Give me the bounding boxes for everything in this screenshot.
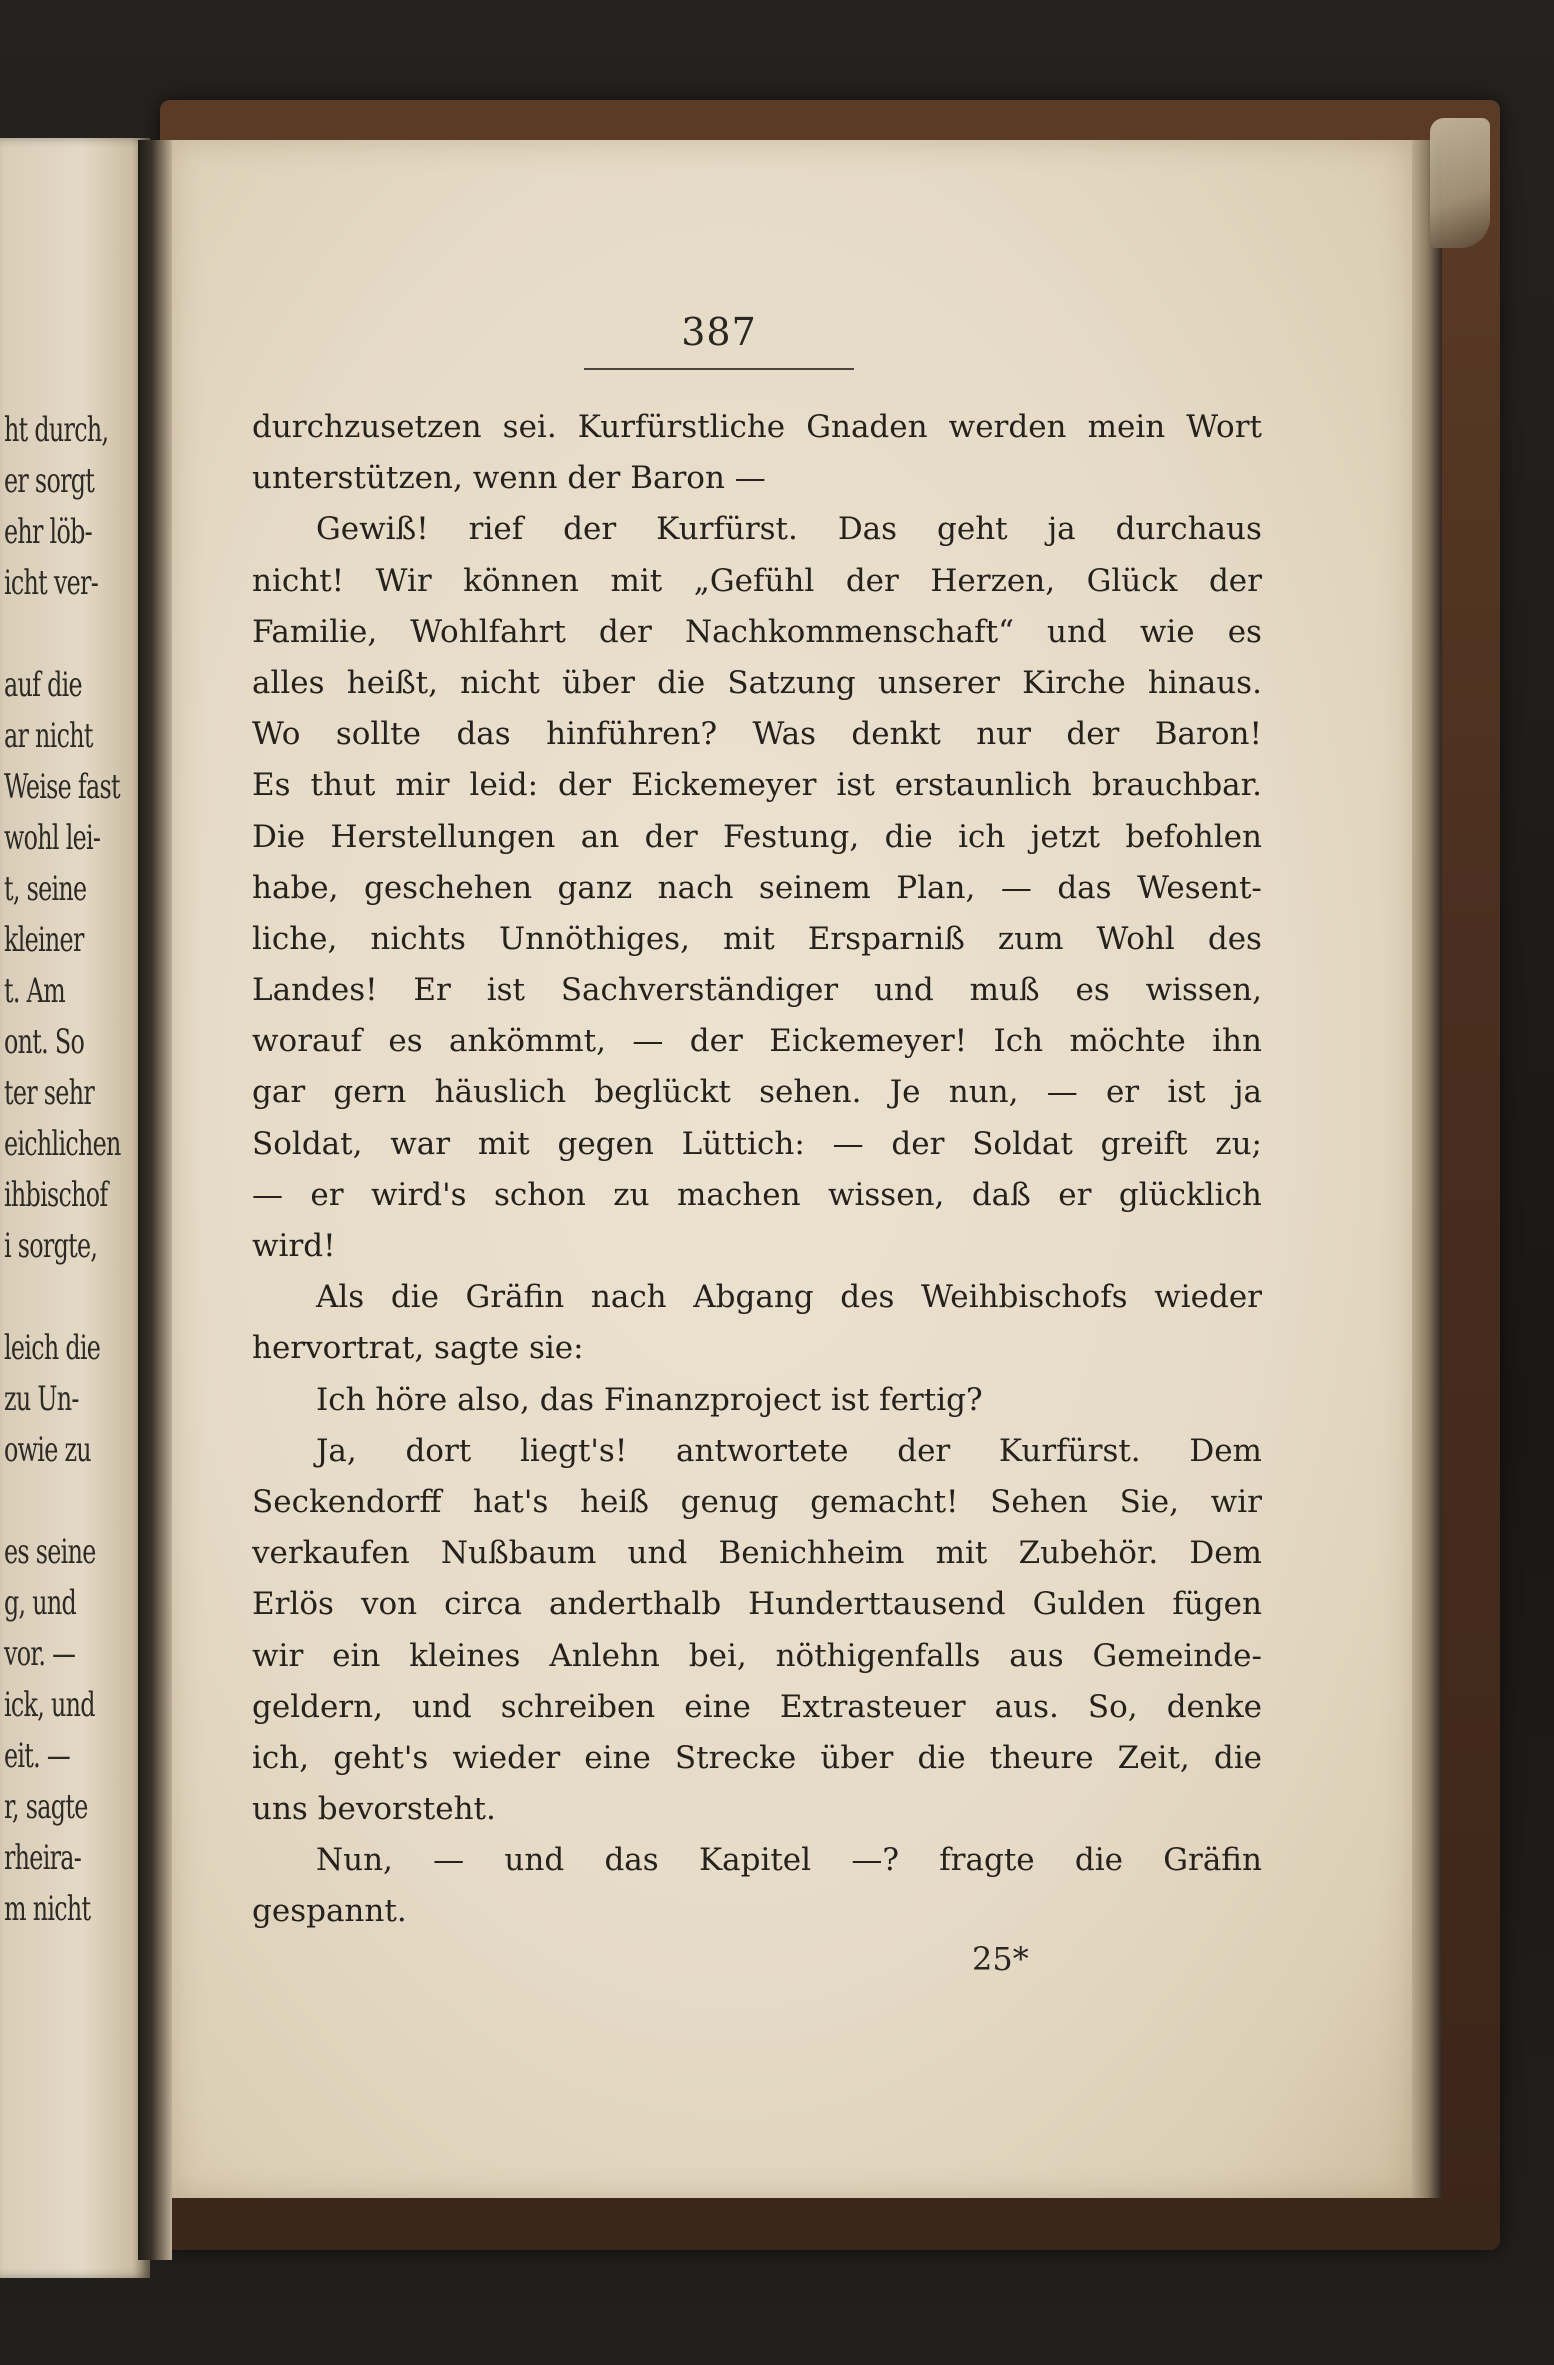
text-line bbox=[252, 1024, 1262, 1058]
word: Glück bbox=[1086, 563, 1178, 598]
word: ich, bbox=[252, 1740, 310, 1775]
word: die bbox=[657, 665, 706, 700]
word: Gnaden bbox=[806, 410, 928, 444]
word: wieder bbox=[452, 1740, 561, 1775]
word: mein bbox=[1087, 410, 1166, 444]
word: Wohlfahrt bbox=[410, 614, 566, 649]
word: theure bbox=[989, 1740, 1094, 1775]
word: Baron! bbox=[1154, 717, 1262, 752]
word: unserer bbox=[877, 665, 1000, 700]
word: ein bbox=[332, 1638, 381, 1673]
torn-corner bbox=[1430, 118, 1490, 248]
word: Das bbox=[837, 512, 898, 547]
left-page-line: ont. So bbox=[4, 1022, 85, 1062]
left-page-line: rheira- bbox=[4, 1838, 82, 1878]
word: gar bbox=[252, 1075, 306, 1110]
word: mir bbox=[395, 768, 450, 803]
word: nicht bbox=[460, 665, 540, 700]
word: ihn bbox=[1212, 1024, 1262, 1059]
word: der bbox=[897, 1433, 951, 1468]
text-line bbox=[252, 717, 1262, 751]
word: geschehen bbox=[363, 870, 533, 905]
word: seinem bbox=[758, 870, 871, 905]
word: häuslich bbox=[434, 1075, 567, 1110]
left-page-line: ar nicht bbox=[4, 716, 93, 756]
body-text bbox=[252, 410, 1262, 1946]
word: Nachkommenschaft“ bbox=[684, 614, 1014, 649]
left-page-line: t, seine bbox=[4, 869, 87, 909]
word: wird's bbox=[371, 1177, 467, 1212]
text-line: gespannt. bbox=[252, 1894, 407, 1929]
word: Hunderttausend bbox=[748, 1587, 1006, 1622]
word: schon bbox=[493, 1177, 586, 1212]
word: der bbox=[1066, 717, 1120, 752]
word: der bbox=[563, 512, 617, 547]
word: — bbox=[433, 1843, 465, 1878]
word: ich bbox=[958, 819, 1006, 854]
text-line: wird! bbox=[252, 1229, 336, 1263]
word: Festung, bbox=[723, 819, 860, 854]
word: das bbox=[1057, 870, 1112, 905]
word: schreiben bbox=[500, 1689, 656, 1724]
word: zu; bbox=[1215, 1126, 1262, 1161]
word: und bbox=[1046, 614, 1107, 649]
word: denke bbox=[1166, 1689, 1262, 1724]
left-page-line: eichlichen bbox=[4, 1124, 121, 1164]
word: nach bbox=[657, 870, 734, 905]
word: liche, bbox=[252, 921, 338, 956]
word: der bbox=[891, 1126, 945, 1161]
word: wir bbox=[1210, 1484, 1262, 1519]
word: Wort bbox=[1186, 410, 1262, 444]
word: zum bbox=[997, 921, 1064, 956]
word: ankömmt, bbox=[449, 1024, 606, 1059]
word: — bbox=[632, 1024, 664, 1059]
book-page bbox=[172, 140, 1412, 2198]
word: der bbox=[598, 614, 652, 649]
word: Kurfürst. bbox=[998, 1433, 1141, 1468]
word: —? bbox=[851, 1843, 899, 1878]
word: geht's bbox=[333, 1740, 429, 1775]
word: Eickemeyer bbox=[631, 768, 817, 803]
word: ist bbox=[836, 768, 875, 803]
word: gegen bbox=[557, 1126, 654, 1161]
text-line bbox=[252, 1690, 1262, 1724]
word: Strecke bbox=[674, 1740, 797, 1775]
left-page-line: vor. — bbox=[4, 1634, 76, 1674]
left-page-line: ick, und bbox=[4, 1685, 95, 1725]
word: nach bbox=[590, 1280, 667, 1315]
word: befohlen bbox=[1125, 819, 1262, 854]
text-line bbox=[252, 922, 1262, 956]
word: mit bbox=[935, 1536, 988, 1571]
word: über bbox=[820, 1740, 894, 1775]
word: Als bbox=[316, 1280, 365, 1315]
word: leid: bbox=[469, 768, 539, 803]
word: geht bbox=[937, 512, 1008, 547]
word: war bbox=[390, 1126, 451, 1161]
word: — bbox=[1000, 870, 1032, 905]
word: die bbox=[884, 819, 933, 854]
word: Soldat, bbox=[252, 1126, 363, 1161]
word: es bbox=[388, 1024, 423, 1059]
word: Er bbox=[413, 973, 451, 1008]
word: wie bbox=[1139, 614, 1195, 649]
text-line bbox=[252, 1075, 1262, 1109]
text-line bbox=[252, 820, 1262, 854]
word: werden bbox=[948, 410, 1067, 444]
word: er bbox=[310, 1177, 344, 1212]
word: Zubehör. bbox=[1018, 1536, 1159, 1571]
word: Satzung bbox=[727, 665, 856, 700]
text-line bbox=[252, 564, 1262, 598]
word: Herstellungen bbox=[330, 819, 556, 854]
word: geldern, bbox=[252, 1689, 383, 1724]
word: nicht! bbox=[252, 563, 345, 598]
word: Gemeinde- bbox=[1092, 1638, 1262, 1673]
left-page-line: r, sagte bbox=[4, 1787, 88, 1827]
word: machen bbox=[677, 1177, 801, 1212]
word: Wo bbox=[252, 717, 301, 752]
word: Kapitel bbox=[698, 1843, 812, 1878]
word: sei. bbox=[502, 410, 557, 444]
text-line bbox=[252, 768, 1262, 802]
word: hinführen? bbox=[546, 717, 718, 752]
left-page-line: er sorgt bbox=[4, 461, 95, 501]
word: fügen bbox=[1172, 1587, 1262, 1622]
word: eine bbox=[684, 1689, 751, 1724]
word: Kirche bbox=[1022, 665, 1126, 700]
text-line bbox=[252, 615, 1262, 649]
word: worauf bbox=[252, 1024, 362, 1059]
left-page-line: i sorgte, bbox=[4, 1226, 98, 1266]
word: über bbox=[561, 665, 635, 700]
word: Erlös bbox=[252, 1587, 334, 1622]
word: nöthigenfalls bbox=[775, 1638, 981, 1673]
word: Was bbox=[752, 717, 817, 752]
word: und bbox=[504, 1843, 565, 1878]
word: ganz bbox=[557, 870, 633, 905]
word: antwortete bbox=[676, 1433, 849, 1468]
word: Nun, bbox=[316, 1843, 393, 1878]
word: es bbox=[1227, 614, 1262, 649]
word: nur bbox=[976, 717, 1031, 752]
word: eine bbox=[584, 1740, 651, 1775]
word: mit bbox=[477, 1126, 530, 1161]
word: möchte bbox=[1069, 1024, 1186, 1059]
page-header bbox=[584, 310, 854, 354]
word: thut bbox=[310, 768, 376, 803]
text-line bbox=[252, 973, 1262, 1007]
word: hat's bbox=[473, 1484, 549, 1519]
word: heißt, bbox=[346, 665, 438, 700]
word: nichts bbox=[370, 921, 466, 956]
word: Die bbox=[252, 819, 306, 854]
word: anderthalb bbox=[549, 1587, 722, 1622]
word: wissen, bbox=[1145, 973, 1262, 1008]
word: Gräfin bbox=[1163, 1843, 1262, 1878]
word: wir bbox=[252, 1638, 304, 1673]
text-line bbox=[252, 1639, 1262, 1673]
book-gutter bbox=[138, 140, 172, 2260]
word: mit bbox=[722, 921, 775, 956]
word: er bbox=[1058, 1177, 1092, 1212]
left-page-line: ehr löb- bbox=[4, 512, 92, 552]
word: Kurfürstliche bbox=[577, 410, 786, 444]
word: können bbox=[463, 563, 579, 598]
left-page-line: g, und bbox=[4, 1583, 77, 1623]
word: gern bbox=[333, 1075, 407, 1110]
word: genug bbox=[680, 1484, 779, 1519]
word: daß bbox=[971, 1177, 1031, 1212]
word: kleines bbox=[409, 1638, 521, 1673]
left-page-line: ht durch, bbox=[4, 410, 109, 450]
word: Weihbischofs bbox=[920, 1280, 1128, 1315]
word: erstaunlich bbox=[894, 768, 1072, 803]
left-page-line: Weise fast bbox=[4, 767, 120, 807]
word: Dem bbox=[1189, 1536, 1262, 1571]
left-page-line: t. Am bbox=[4, 971, 65, 1011]
word: das bbox=[604, 1843, 659, 1878]
word: nun, bbox=[948, 1075, 1019, 1110]
left-page-line: owie zu bbox=[4, 1430, 91, 1470]
word: Gräfin bbox=[465, 1280, 565, 1315]
word: es bbox=[1075, 973, 1110, 1008]
word: hinaus. bbox=[1147, 665, 1262, 700]
word: er bbox=[1105, 1075, 1140, 1110]
word: Ja, bbox=[316, 1433, 357, 1468]
word: gemacht! bbox=[810, 1484, 959, 1519]
word: denkt bbox=[851, 717, 941, 752]
word: mit bbox=[610, 563, 663, 598]
text-line bbox=[252, 1587, 1262, 1621]
word: Dem bbox=[1189, 1433, 1262, 1468]
word: Plan, bbox=[896, 870, 976, 905]
word: greift bbox=[1100, 1126, 1188, 1161]
left-page-line: ihbischof bbox=[4, 1175, 108, 1215]
word: Kurfürst. bbox=[656, 512, 798, 547]
word: jetzt bbox=[1030, 819, 1100, 854]
word: durchzusetzen bbox=[252, 410, 482, 444]
left-page bbox=[0, 138, 150, 2278]
word: ist bbox=[1167, 1075, 1206, 1110]
text-line: uns bevorsteht. bbox=[252, 1792, 496, 1827]
word: Seckendorff bbox=[252, 1484, 442, 1519]
word: Ich bbox=[993, 1024, 1044, 1059]
word: der bbox=[1208, 563, 1262, 598]
word: Herzen, bbox=[930, 563, 1056, 598]
word: fragte bbox=[939, 1843, 1035, 1878]
text-line bbox=[252, 1127, 1262, 1161]
word: „Gefühl bbox=[693, 563, 815, 598]
text-line bbox=[252, 512, 1262, 546]
word: bei, bbox=[688, 1638, 747, 1673]
word: aus. bbox=[994, 1689, 1059, 1724]
word: Eickemeyer! bbox=[769, 1024, 968, 1059]
left-page-line: wohl lei- bbox=[4, 818, 101, 858]
word: Es bbox=[252, 768, 291, 803]
text-line bbox=[252, 410, 1262, 444]
word: Gewiß! bbox=[316, 512, 429, 547]
word: glücklich bbox=[1118, 1177, 1262, 1212]
text-line bbox=[252, 1485, 1262, 1519]
word: zu bbox=[613, 1177, 650, 1212]
word: Unnöthiges, bbox=[498, 921, 690, 956]
word: sehen. bbox=[759, 1075, 862, 1110]
text-line bbox=[252, 666, 1262, 700]
word: dort bbox=[405, 1433, 472, 1468]
word: Landes! bbox=[252, 973, 378, 1008]
word: Extrasteuer bbox=[779, 1689, 966, 1724]
left-page-line: auf die bbox=[4, 665, 82, 705]
text-line bbox=[252, 871, 1262, 905]
word: wieder bbox=[1154, 1280, 1262, 1315]
left-page-line: kleiner bbox=[4, 920, 84, 960]
word: der bbox=[644, 819, 698, 854]
text-line bbox=[252, 1741, 1262, 1775]
text-line bbox=[252, 1280, 1262, 1314]
word: habe, bbox=[252, 870, 339, 905]
text-line: hervortrat, sagte sie: bbox=[252, 1331, 584, 1366]
word: alles bbox=[252, 665, 325, 700]
word: Anlehn bbox=[549, 1638, 660, 1673]
left-page-line: eit. — bbox=[4, 1736, 70, 1776]
word: verkaufen bbox=[252, 1536, 410, 1571]
word: und bbox=[873, 973, 934, 1008]
word: — bbox=[832, 1126, 864, 1161]
text-line: unterstützen, wenn der Baron — bbox=[252, 461, 766, 496]
word: der bbox=[689, 1024, 743, 1059]
word: circa bbox=[444, 1587, 523, 1622]
word: Wesent- bbox=[1137, 870, 1262, 905]
page-number: 387 bbox=[681, 310, 757, 354]
text-line bbox=[252, 1178, 1262, 1212]
word: Nußbaum bbox=[440, 1536, 597, 1571]
word: Benichheim bbox=[718, 1536, 905, 1571]
word: liegt's! bbox=[519, 1433, 628, 1468]
word: heiß bbox=[580, 1484, 649, 1519]
word: die bbox=[1074, 1843, 1123, 1878]
word: die bbox=[1213, 1740, 1262, 1775]
word: von bbox=[360, 1587, 418, 1622]
signature-mark: 25* bbox=[972, 1940, 1029, 1978]
word: und bbox=[411, 1689, 472, 1724]
left-page-line: icht ver- bbox=[4, 563, 99, 603]
text-line: Ich höre also, das Finanzproject ist fertig? bbox=[316, 1382, 983, 1417]
word: Sie, bbox=[1119, 1484, 1180, 1519]
word: ist bbox=[486, 973, 525, 1008]
word: Je bbox=[889, 1075, 921, 1110]
word: das bbox=[456, 717, 511, 752]
word: der bbox=[558, 768, 612, 803]
word: ja bbox=[1233, 1075, 1262, 1110]
word: Familie, bbox=[252, 614, 378, 649]
left-page-line: ter sehr bbox=[4, 1073, 95, 1113]
left-page-line: es seine bbox=[4, 1532, 96, 1572]
text-line bbox=[252, 1434, 1262, 1468]
word: wissen, bbox=[827, 1177, 945, 1212]
text-line bbox=[252, 1843, 1262, 1877]
word: muß bbox=[969, 973, 1040, 1008]
word: rief bbox=[468, 512, 524, 547]
word: Sachverständiger bbox=[560, 973, 839, 1008]
word: Lüttich: bbox=[681, 1126, 805, 1161]
word: durchaus bbox=[1115, 512, 1262, 547]
word: So, bbox=[1087, 1689, 1138, 1724]
word: des bbox=[1207, 921, 1262, 956]
word: — bbox=[1046, 1075, 1078, 1110]
page-edges bbox=[1412, 140, 1442, 2198]
word: der bbox=[845, 563, 899, 598]
word: Soldat bbox=[972, 1126, 1073, 1161]
word: Wohl bbox=[1096, 921, 1175, 956]
word: die bbox=[917, 1740, 966, 1775]
word: brauchbar. bbox=[1091, 768, 1262, 803]
left-page-line: zu Un- bbox=[4, 1379, 79, 1419]
word: Ersparniß bbox=[807, 921, 965, 956]
word: Gulden bbox=[1032, 1587, 1146, 1622]
word: und bbox=[627, 1536, 688, 1571]
word: die bbox=[390, 1280, 439, 1315]
word: Abgang bbox=[693, 1280, 814, 1315]
text-line bbox=[252, 1536, 1262, 1570]
word: Sehen bbox=[990, 1484, 1089, 1519]
left-page-line: m nicht bbox=[4, 1889, 91, 1929]
word: Wir bbox=[375, 563, 432, 598]
word: aus bbox=[1009, 1638, 1064, 1673]
left-page-line: leich die bbox=[4, 1328, 101, 1368]
word: des bbox=[840, 1280, 895, 1315]
word: beglückt bbox=[594, 1075, 731, 1110]
word: — bbox=[252, 1177, 283, 1212]
word: ja bbox=[1047, 512, 1076, 547]
word: an bbox=[580, 819, 620, 854]
word: sollte bbox=[335, 717, 422, 752]
word: Zeit, bbox=[1117, 1740, 1190, 1775]
header-rule bbox=[584, 368, 854, 370]
